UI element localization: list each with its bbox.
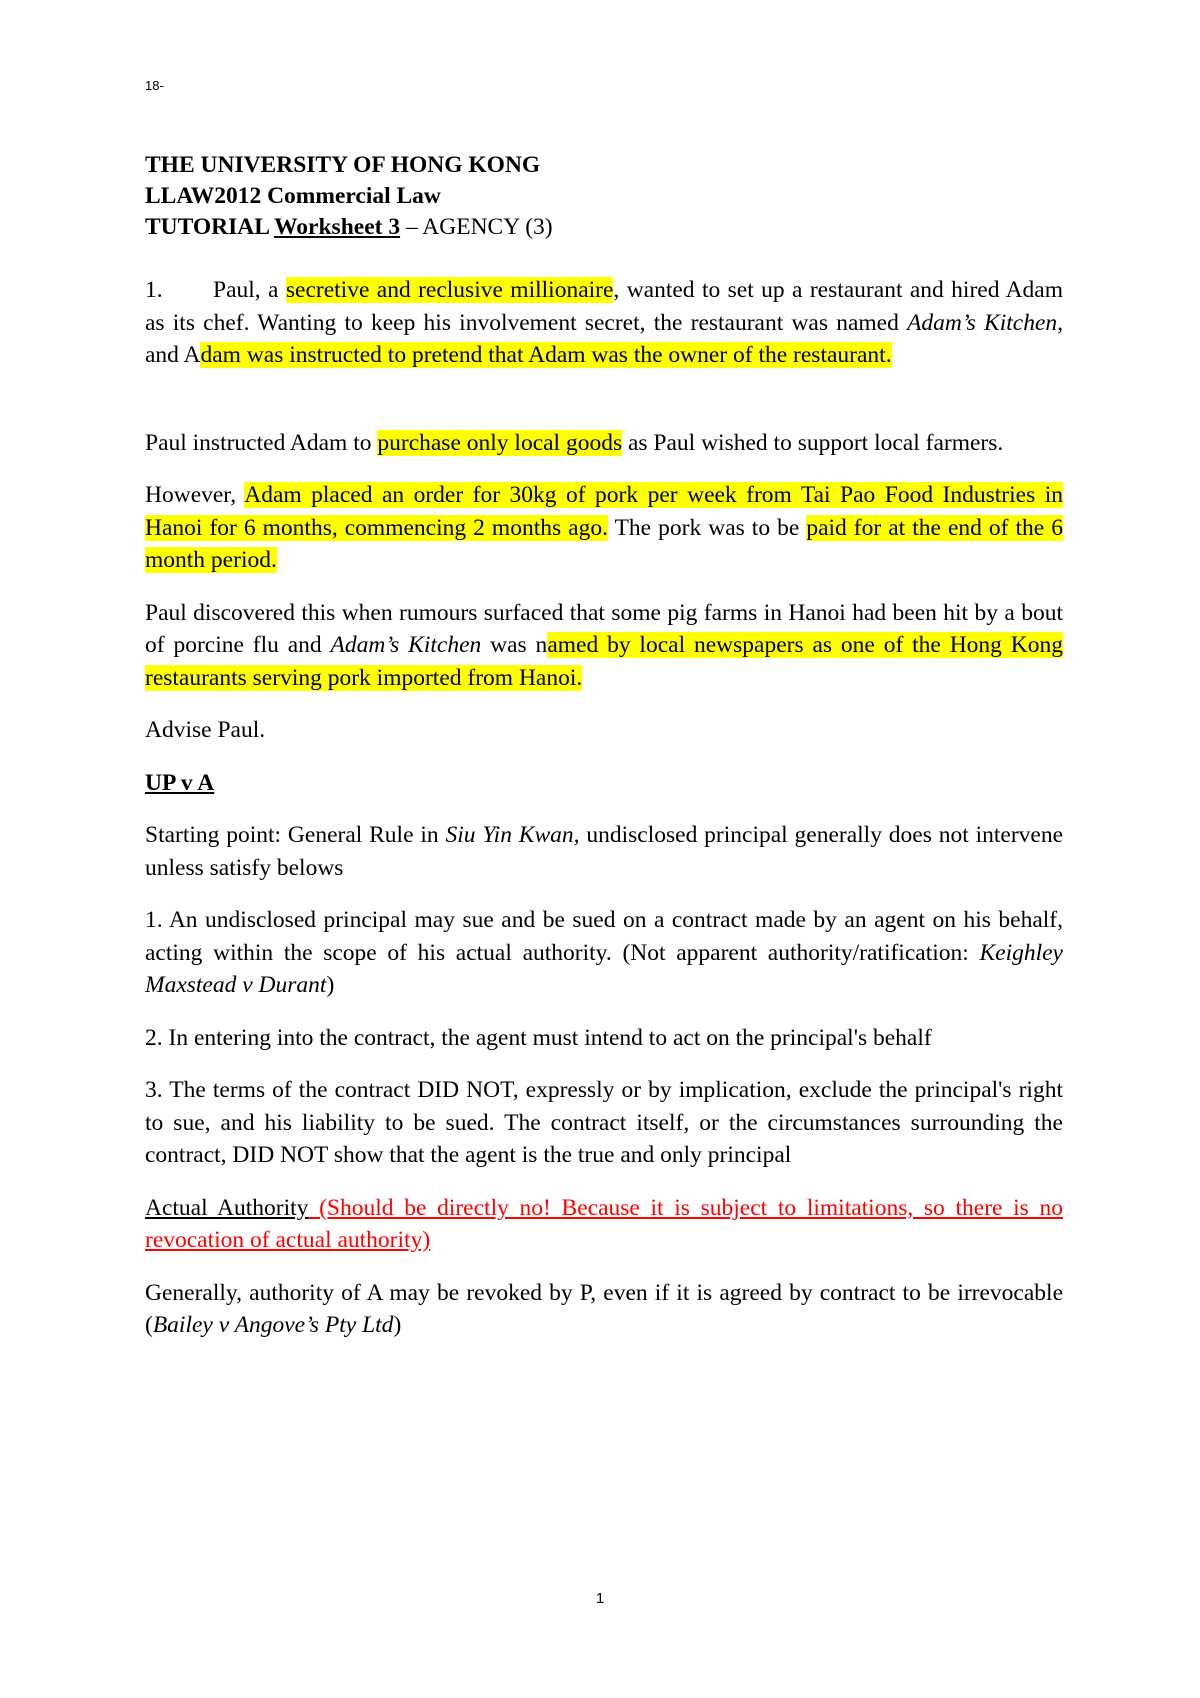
rule-point-1: 1. An undisclosed principal may sue and be sued on a contract made by an agent on his behalf, acting within the scope of his actual authority. (Not apparent authority/ratification: Keighley Maxstead v Durant)	[145, 907, 1063, 998]
agency-label: – AGENCY (3)	[400, 214, 553, 240]
starting-point-paragraph: Starting point: General Rule in Siu Yin Kwan, undisclosed principal generally does not intervene unless satisfy belows	[145, 822, 1064, 881]
highlight-text: dam was instructed to pretend that Adam was the owner of the restaurant.	[200, 342, 892, 368]
case-name: Adam’s Kitchen	[330, 632, 482, 658]
worksheet-title	[145, 212, 1063, 243]
university-title: THE UNIVERSITY OF HONG KONG	[145, 152, 541, 178]
case-name: Keighley Maxstead v Durant	[145, 939, 1063, 998]
actual-authority-heading	[145, 1192, 1063, 1257]
rule-point-3: 3. The terms of the contract DID NOT, expressly or by implication, exclude the principal's right to sue, and his liability to be sued. The contract itself, or the circumstances surrounding the contract, DID NOT show that the agent is the true and only principal	[145, 1077, 1063, 1168]
case-name: Adam’s Kitchen	[907, 309, 1058, 336]
highlight-text: Adam placed an order for 30kg of pork per week from Tai Pao Food Industries in Hanoi for 6 months, commencing 2 months ago.	[145, 482, 1063, 541]
document-body	[145, 150, 1063, 1342]
case-name: Bailey v Angove’s Pty Ltd	[152, 1312, 394, 1338]
course-title: LLAW2012 Commercial Law	[145, 183, 441, 209]
answer-heading: UP v A	[145, 769, 215, 796]
page-number: 1	[595, 1590, 605, 1607]
actual-authority-label: Actual Authority	[145, 1194, 309, 1221]
case-name: Siu Yin Kwan,	[445, 822, 580, 848]
highlight-text: paid for at the end of the 6 month period.	[145, 514, 1063, 573]
highlight-text: secretive and reclusive millionaire	[285, 277, 614, 303]
highlight-text: amed by local newspapers as one of the Hong Kong restaurants serving pork imported from Hanoi.	[145, 632, 1064, 691]
question-paragraph-3: However, Adam placed an order for 30kg of pork per week from Tai Pao Food Industries in Hanoi for 6 months, commencing 2 months ago. The pork was to be paid for at the end of the 6 month period.	[145, 482, 1063, 573]
actual-authority-note: (Should be directly no! Because it is subject to limitations, so there is no revocation of actual authority)	[145, 1194, 1063, 1253]
question-paragraph-4: Paul discovered this when rumours surfaced that some pig farms in Hanoi had been hit by a bout of porcine flu and Adam’s Kitchen was named by local newspapers as one of the Hong Kong restaurants serving pork imported from Hanoi.	[145, 599, 1064, 691]
worksheet-label: Worksheet 3	[274, 214, 401, 240]
question-paragraph-1: 1. Paul, a secretive and reclusive millionaire, wanted to set up a restaurant and hired Adam as its chef. Wanting to keep his involvement secret, the restaurant was named Adam’s Kitchen, and Adam was instructed to pretend that Adam was the owner of the restaurant.	[145, 274, 1063, 372]
revocation-paragraph: Generally, authority of A may be revoked by P, even if it is agreed by contract to be irrevocable (Bailey v Angove’s Pty Ltd)	[145, 1279, 1063, 1338]
page-header-marker: 18-	[145, 78, 164, 93]
tutorial-label: TUTORIAL	[145, 214, 275, 240]
advise-line: Advise Paul.	[145, 717, 266, 743]
rule-point-2: 2. In entering into the contract, the agent must intend to act on the principal's behalf	[145, 1024, 932, 1051]
highlight-text: purchase only local goods	[377, 429, 623, 456]
question-number: 1.	[145, 277, 163, 303]
question-paragraph-2: Paul instructed Adam to purchase only local goods as Paul wished to support local farmers.	[145, 429, 1004, 456]
